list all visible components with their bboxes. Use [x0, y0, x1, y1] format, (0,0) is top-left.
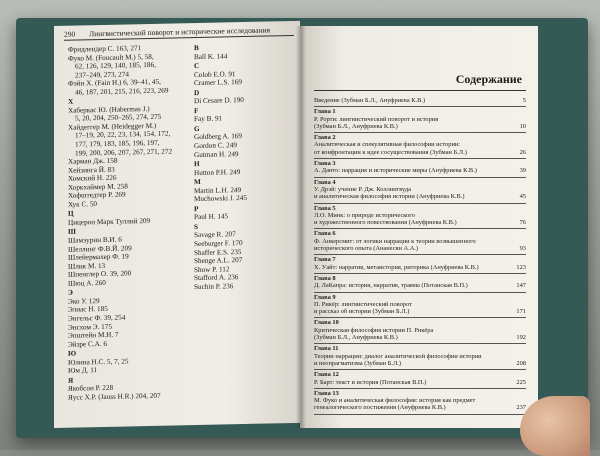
index-entry: Шлик М. 13	[68, 261, 106, 271]
index-entry: Харман Дж. 158	[68, 156, 118, 166]
index-entry: 5, 20, 204, 250–265, 274, 275	[75, 113, 162, 123]
index-letter-heading: F	[194, 106, 199, 115]
toc-entry-text: (Зубман Б.Л., Ануфриева К.В.)	[314, 334, 398, 342]
toc-entry	[314, 255, 526, 274]
index-letter-heading: Ц	[68, 209, 74, 219]
toc-chapter-label: Глава 12	[314, 371, 339, 379]
index-letter-heading: S	[194, 222, 198, 232]
table-of-contents	[314, 96, 526, 415]
index-entry: Шюц А. 260	[68, 278, 106, 288]
index-column-1	[68, 43, 186, 402]
toc-chapter-label: Глава 7	[314, 256, 336, 264]
toc-entry-text: Л.О. Минк: о природе исторического	[314, 211, 415, 219]
index-letter-heading: Ю	[68, 349, 77, 358]
index-letter-heading: G	[194, 124, 200, 133]
toc-entry-text: (Зубман Б.Л., Ануфриева К.В.)	[314, 122, 398, 130]
index-entry: 237–249, 273, 274	[75, 70, 129, 80]
index-entry: Эко У. 129	[68, 296, 100, 306]
index-entry: Хайдеггер М. (Heidegger M.)	[68, 121, 157, 132]
toc-entry-text: Аналитическая и спекулятивная философии истории:	[314, 141, 461, 149]
toc-title: Содержание	[455, 72, 522, 86]
toc-page-number: 26	[519, 148, 526, 156]
toc-entry	[314, 389, 526, 415]
index-entry: Шпенглер О. 39, 200	[68, 269, 132, 279]
toc-chapter-label: Глава 3	[314, 160, 336, 168]
index-entry: Фэйн Х. (Fain H.) 6, 39–41, 45,	[68, 77, 161, 88]
toc-entry	[314, 344, 526, 370]
toc-page-number: 123	[516, 263, 526, 271]
index-entry: Энгельс Ф. 39, 254	[68, 313, 126, 323]
toc-entry-text: Х. Уайт: нарратив, метаистория, риторика (Ануфриева К.В.)	[314, 263, 479, 271]
index-letter-heading: Х	[68, 97, 74, 106]
toc-chapter-label: Глава 10	[314, 319, 339, 327]
index-entry: Хомский Н. 226	[68, 173, 117, 183]
toc-entry	[314, 133, 526, 159]
toc-entry-text: А. Данто: наррация и исторические миры (Ануфриева К.В.)	[314, 167, 477, 175]
index-entry: Якобсон Р. 228	[68, 384, 114, 394]
toc-page-number: 208	[516, 359, 526, 367]
toc-entry	[314, 107, 526, 133]
index-entry: Ball K. 144	[194, 51, 228, 61]
toc-page-number: 93	[519, 245, 526, 253]
index-letter-heading: P	[194, 204, 199, 213]
toc-title-rule	[314, 90, 526, 91]
index-entry: Яусс Х.Р. (Jauss H.R.) 204, 207	[68, 391, 161, 402]
index-column-2	[194, 41, 298, 291]
index-letter-heading: C	[194, 62, 200, 71]
index-entry: Show P. 112	[194, 264, 230, 274]
index-entry: Seeburger F. 170	[194, 239, 243, 249]
index-entry: 46, 187, 201, 215, 216, 223, 269	[75, 86, 169, 97]
index-entry: Хофштедтер Р. 269	[68, 190, 126, 201]
toc-entry	[314, 370, 526, 389]
toc-entry-text: исторического опыта (Ананесян А.А.)	[314, 245, 419, 253]
right-page	[300, 26, 538, 428]
index-entry: Cramer L.S. 169	[194, 78, 242, 88]
toc-entry-text: Д. ЛаКапра: история, нарратив, травма (Потанская В.П.)	[314, 282, 468, 290]
index-entry: Colob E.O. 91	[194, 69, 236, 79]
toc-entry	[314, 274, 526, 293]
index-letter-heading: Э	[68, 288, 73, 298]
thumb	[520, 396, 590, 456]
index-entry: 177, 179, 183, 185, 196, 197,	[75, 138, 160, 149]
toc-entry-text: Ф. Анкерсмит: от логики наррации к теории возвышенного	[314, 237, 476, 245]
toc-entry	[314, 96, 526, 107]
index-entry: Muchowski J. 245	[194, 194, 247, 204]
index-entry: Цицерон Марк Туллий 209	[68, 216, 151, 227]
toc-chapter-label: Глава 2	[314, 134, 336, 142]
index-letter-heading: M	[194, 178, 201, 187]
toc-page-number: 5	[522, 97, 526, 104]
toc-entry	[314, 318, 526, 344]
index-entry: Хук С. 50	[68, 199, 98, 209]
toc-chapter-label: Глава 9	[314, 293, 336, 301]
running-head	[64, 25, 294, 41]
toc-page-number: 10	[519, 122, 526, 130]
toc-entry	[314, 229, 526, 255]
toc-chapter-label: Глава 6	[314, 230, 336, 238]
index-entry: Эпштейн М.Н. 7	[68, 330, 119, 340]
index-entry: Эйзре С.А. 6	[68, 339, 107, 349]
toc-page-number: 45	[519, 193, 526, 201]
toc-chapter-label: Глава 1	[314, 108, 336, 116]
index-entry: 199, 200, 206, 207, 267, 271, 272	[75, 147, 173, 158]
toc-chapter-label: Глава 5	[314, 204, 336, 212]
index-entry: Shaffer E.S. 235	[194, 247, 242, 257]
toc-entry-text: Р. Рорти: лингвистический поворот и история	[314, 115, 439, 123]
toc-entry-text: и рассказ об истории (Зубман Б.Л.)	[314, 308, 410, 316]
toc-chapter-label: Глава 13	[314, 389, 339, 397]
toc-page-number: 147	[516, 282, 526, 290]
toc-entry-text: П. Рикёр: лингвистический поворот	[314, 300, 412, 308]
index-entry: Шеллинг Ф.В.Й. 209	[68, 243, 132, 254]
left-page	[54, 21, 300, 428]
toc-chapter-label: Глава 4	[314, 178, 336, 186]
toc-entry-text: от конфронтации к идее сосуществования (Зубман Б.Л.)	[314, 148, 467, 156]
toc-entry-text: Критическая философия истории П. Рикёра	[314, 326, 434, 334]
toc-entry-text: Теории наррации: диалог аналитической философии истории	[314, 352, 482, 360]
toc-entry-text: М. Фуко и аналитическая философия: история как предмет	[314, 397, 476, 405]
running-head-title: Лингвистический поворот и исторические исследования	[89, 25, 271, 39]
index-entry: Хоркхаймер М. 258	[68, 182, 128, 192]
toc-entry-text: Р. Барт: текст и история (Потанская В.П.)	[314, 378, 427, 386]
toc-page-number: 192	[516, 334, 526, 342]
index-letter-heading: Я	[68, 376, 74, 385]
index-entry: Shenge A.L. 207	[194, 256, 243, 266]
index-entry: Шлейермахер Ф. 19	[68, 252, 129, 262]
index-entry: Di Cesare D. 190	[194, 96, 244, 106]
index-entry: Hutton P.H. 249	[194, 167, 241, 177]
toc-entry-text: У. Дрэй: учение Р. Дж. Коллингвуда	[314, 185, 411, 193]
index-entry: Stafford A. 236	[194, 273, 239, 283]
toc-entry-text: генеалогического постижения (Ануфриева К.В.)	[314, 404, 446, 412]
toc-page-number: 39	[519, 167, 526, 175]
toc-entry-text: и неопрагматизма (Зубман Б.Л.)	[314, 359, 402, 367]
toc-entry	[314, 204, 526, 230]
index-letter-heading: D	[194, 88, 200, 97]
index-entry: 17–19, 20, 22, 23, 134, 154, 172,	[75, 130, 171, 141]
index-entry: Фридлендер С. 163, 271	[68, 44, 142, 54]
index-entry: Хейзинга Й. 83	[68, 165, 115, 175]
index-entry: Martin L.H. 249	[194, 185, 242, 195]
index-entry: Юлина Н.С. 5, 7, 25	[68, 357, 129, 367]
toc-page-number: 225	[516, 378, 526, 386]
page-number: 290	[64, 29, 76, 39]
toc-entry	[314, 159, 526, 178]
toc-entry-text: и аналитическая философия истории (Ануфриева К.В.)	[314, 193, 465, 201]
toc-page-number: 76	[519, 219, 526, 227]
toc-entry	[314, 293, 526, 319]
toc-chapter-label: Глава 8	[314, 274, 336, 282]
index-entry: 62, 126, 129, 140, 185, 186,	[75, 60, 156, 71]
index-entry: Элиас Н. 185	[68, 305, 108, 315]
toc-page-number: 237	[516, 404, 526, 412]
index-letter-heading: H	[194, 160, 200, 169]
index-entry: Gordon C. 249	[194, 141, 237, 151]
index-entry: Шамэурин В.И. 6	[68, 235, 122, 245]
index-entry: Хаберкас Ю. (Habermas J.)	[68, 104, 150, 115]
index-entry: Gutman H. 249	[194, 149, 239, 159]
book-gutter	[296, 26, 306, 428]
index-letter-heading: Ш	[68, 228, 76, 237]
toc-page-number: 171	[516, 308, 526, 316]
index-entry: Юм Д. 11	[68, 366, 98, 375]
index-entry: Suchin P. 236	[194, 282, 234, 291]
index-letter-heading: B	[194, 43, 199, 53]
index-entry: Goldberg A. 169	[194, 132, 242, 142]
index-entry: Энсхом Э. 175	[68, 322, 112, 332]
toc-entry-text: и художественного повествования (Ануфриева К.В.)	[314, 219, 457, 227]
index-entry: Фуко М. (Foucault M.) 5, 58,	[68, 52, 154, 63]
toc-chapter-label: Глава 11	[314, 345, 339, 353]
toc-entry-text: Введение (Зубман Б.Л., Ануфриева К.В.)	[314, 97, 426, 104]
index-entry: Fay B. 91	[194, 114, 223, 124]
index-entry: Savage R. 207	[194, 230, 236, 240]
index-entry: Paul H. 145	[194, 212, 229, 222]
toc-entry	[314, 178, 526, 204]
